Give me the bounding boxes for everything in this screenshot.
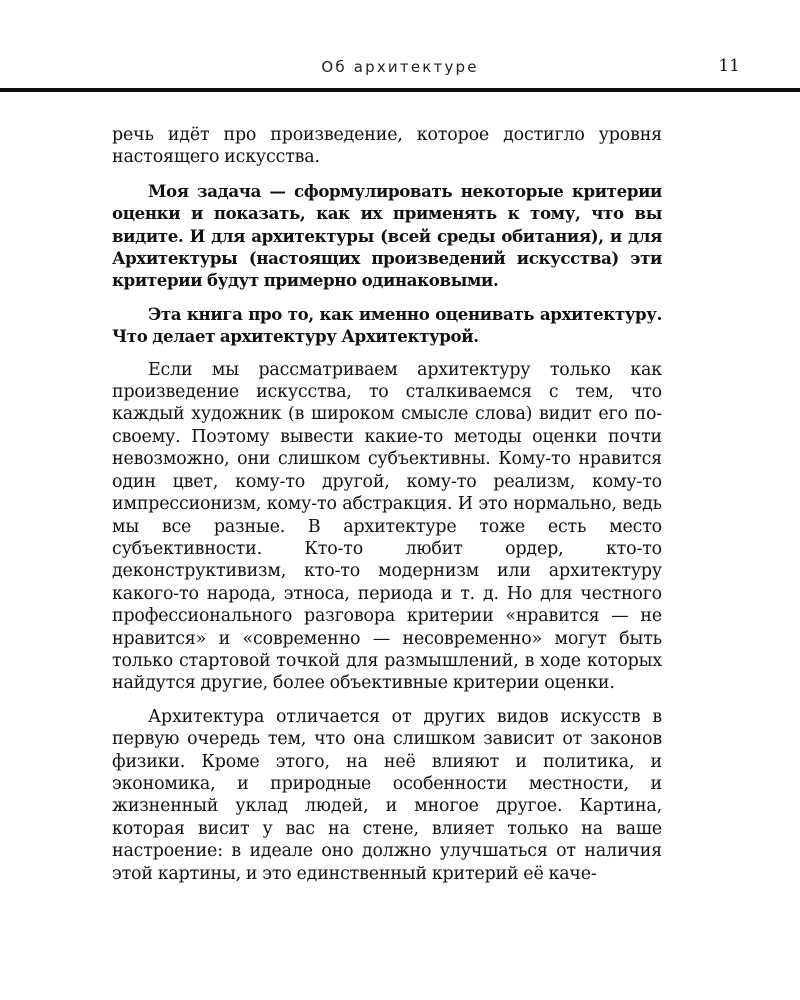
paragraph-1: речь идёт про произведение, которое достигло уровня настоящего искусства. [112, 125, 662, 168]
running-title: Об архитектуре [321, 58, 479, 76]
header-rule [0, 88, 800, 92]
page-number: 11 [718, 56, 740, 76]
paragraph-5: Архитектура отличается от других видов искусств в первую очередь тем, что она слишком зависит от законов физики. Кроме этого, на неё влияют и политика, и экономика, и природные особенности местности, и жизненный уклад людей, и многое другое. Картина, которая висит у вас на стене, влияет только на ваше настроение: в идеале оно должно улучшаться от наличия этой картины, и это единственный критерий её каче- [112, 706, 662, 884]
paragraph-2-bold: Моя задача — сформулировать некоторые критерии оценки и показать, как их применять к тому, что вы видите. И для архитектуры (всей среды обитания), и для Архитектуры (настоящих произведений искусства) эти критерии будут примерно одинаковыми. [112, 180, 662, 291]
paragraph-4: Если мы рассматриваем архитектуру только как произведение искусства, то сталкиваемся с тем, что каждый художник (в широком смысле слова) видит его по-своему. Поэтому вывести какие-то методы оценки почти невозможно, они слишком субъективны. Кому-то нравится один цвет, кому-то другой, кому-то реализм, кому-то импрессионизм, кому-то абстракция. И это нормально, ведь мы все разные. В архитектуре тоже есть место субъективности. Кто-то любит ордер, кто-то деконструктивизм, кто-то модернизм или архитектуру какого-то народа, этноса, периода и т. д. Но для честного профессионального разговора критерии «нравится — не нравится» и «современно — несовременно» могут быть только стартовой точкой для размышлений, в ходе которых найдутся другие, более объективные критерии оценки. [112, 359, 662, 694]
running-head [0, 0, 800, 94]
paragraph-3-bold: Эта книга про то, как именно оценивать архитектуру. Что делает архитектуру Архитектурой. [112, 303, 662, 347]
text-body [112, 124, 662, 896]
